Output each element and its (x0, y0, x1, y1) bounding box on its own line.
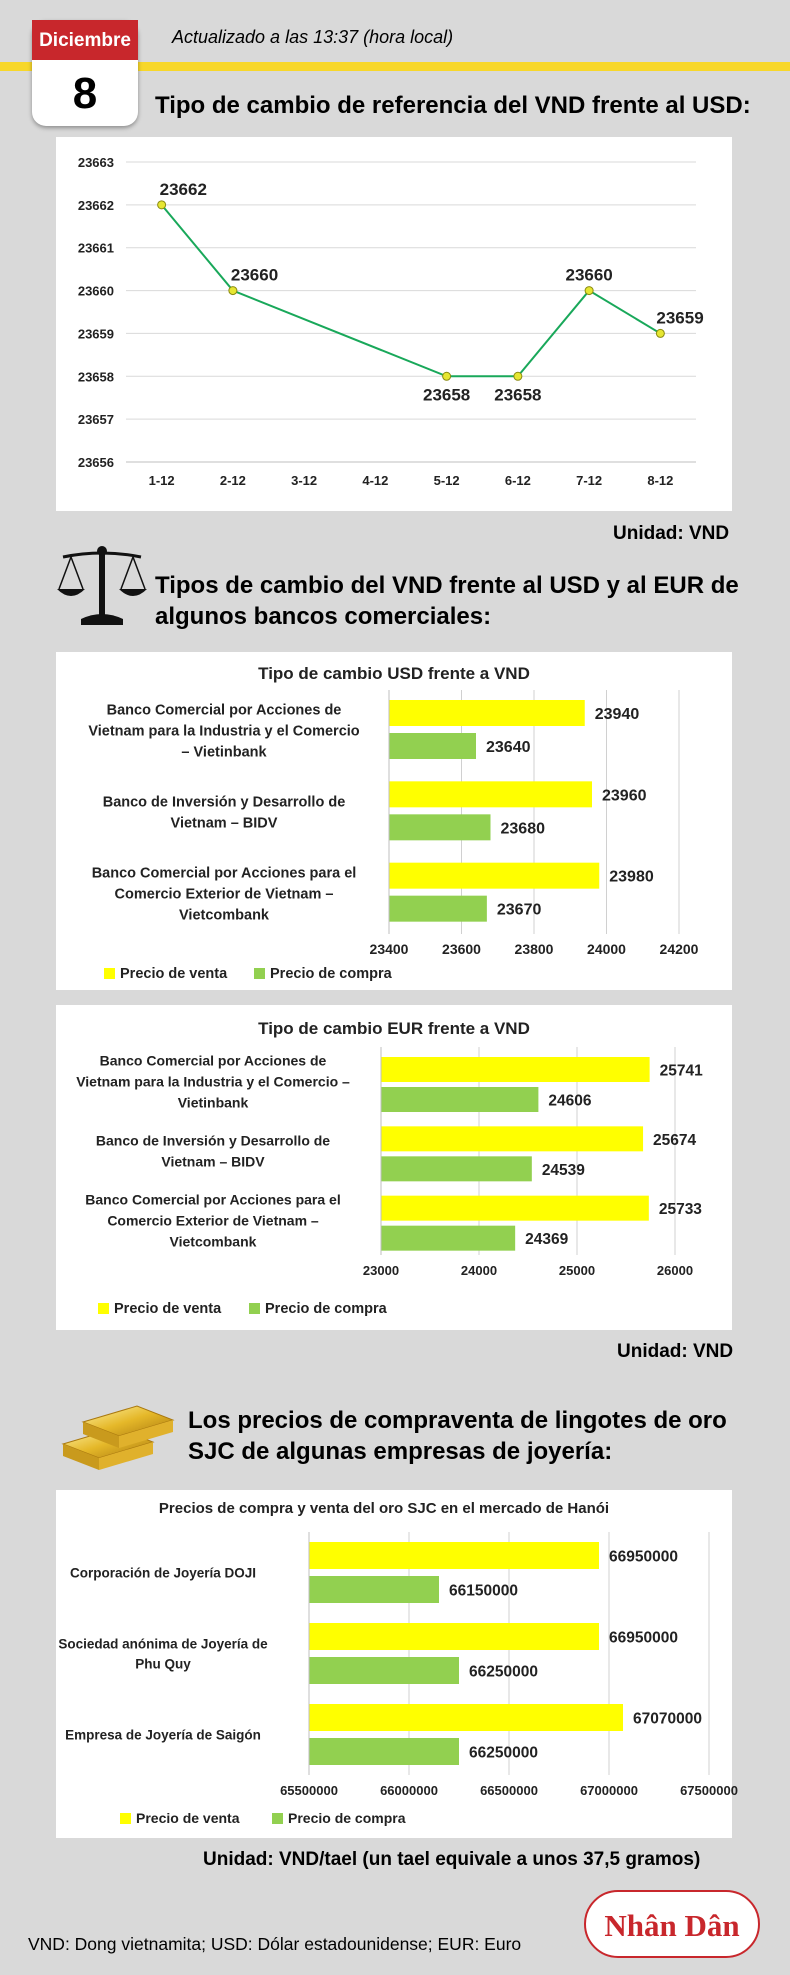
x-tick-label: 66000000 (380, 1783, 438, 1798)
buy-bar (381, 1087, 538, 1112)
x-tick-label: 4-12 (362, 473, 389, 488)
x-tick-label: 26000 (656, 1263, 694, 1278)
category-label: Comercio Exterior de Vietnam – (107, 1212, 319, 1229)
legend-label: Precio de venta (136, 1810, 240, 1826)
category-label: Comercio Exterior de Vietnam – (114, 886, 334, 903)
section2-title (155, 570, 739, 632)
category-label: Vietnam – BIDV (161, 1153, 265, 1170)
bar-value-label: 23680 (500, 820, 545, 838)
y-tick-label: 23663 (77, 155, 114, 170)
category-label: Banco de Inversión y Desarrollo de (102, 794, 346, 811)
x-tick-label: 24000 (587, 941, 626, 957)
category-label: Vietnam para la Industria y el Comercio (88, 723, 360, 740)
bar-value-label: 24539 (541, 1161, 585, 1179)
x-tick-label: 1-12 (148, 473, 175, 488)
sell-bar (381, 1126, 643, 1151)
y-tick-label: 23662 (77, 197, 114, 213)
buy-bar (309, 1657, 459, 1684)
sell-bar (381, 1057, 650, 1082)
data-point (585, 287, 593, 295)
bar-value-label: 23960 (602, 787, 647, 805)
date-badge (32, 20, 138, 126)
category-label: Corporación de Joyería DOJI (69, 1565, 257, 1581)
x-tick-label: 23000 (362, 1263, 400, 1278)
legend-swatch (98, 1303, 109, 1314)
category-label: Phu Quy (135, 1656, 191, 1672)
category-label: Vietcombank (169, 1233, 257, 1250)
legend-label: Precio de venta (120, 966, 228, 982)
bar-value-label: 23940 (594, 706, 640, 723)
data-point (656, 329, 664, 337)
category-label: – Vietinbank (181, 744, 267, 761)
x-tick-label: 23600 (442, 941, 481, 957)
buy-bar (309, 1738, 459, 1765)
sell-bar (309, 1704, 623, 1731)
category-label: Vietinbank (177, 1094, 249, 1111)
x-tick-label: 67500000 (680, 1783, 738, 1798)
bar-value-label: 24369 (525, 1231, 569, 1249)
legend-label: Precio de compra (270, 966, 392, 982)
chart-title: Precios de compra y venta del oro SJC en el mercado de Hanói (158, 1500, 610, 1517)
legend-label: Precio de compra (265, 1301, 387, 1317)
y-tick-label: 23661 (77, 240, 114, 256)
legend-swatch (254, 968, 265, 979)
category-label: Empresa de Joyería de Saigón (65, 1727, 261, 1743)
section3-title-line1: Los precios de compraventa de lingotes de oro (188, 1407, 727, 1434)
eur-rate-panel (56, 1005, 732, 1330)
x-tick-label: 8-12 (647, 473, 674, 488)
x-tick-label: 67000000 (580, 1783, 638, 1798)
scale-icon (55, 545, 149, 629)
category-label: Banco Comercial por Acciones de (106, 702, 342, 719)
data-point (443, 372, 451, 380)
legend-label: Precio de venta (114, 1301, 222, 1317)
buy-bar (381, 1156, 532, 1181)
footer-note: VND: Dong vietnamita; USD: Dólar estadounidense; EUR: Euro (28, 1934, 522, 1954)
data-label: 23660 (230, 265, 279, 285)
legend-swatch (120, 1813, 131, 1824)
x-tick-label: 66500000 (480, 1783, 538, 1798)
sell-bar (381, 1196, 649, 1221)
buy-bar (381, 1226, 515, 1251)
data-point (158, 201, 166, 209)
data-point (514, 372, 522, 380)
y-tick-label: 23659 (77, 326, 114, 342)
section1-title: Tipo de cambio de referencia del VND frente al USD: (155, 92, 751, 119)
eur-rate-bar-chart (56, 1005, 732, 1330)
section3-unit: Unidad: VND/tael (un tael equivale a unos 37,5 gramos) (203, 1849, 701, 1870)
buy-bar (389, 896, 487, 922)
reference-rate-panel (56, 137, 732, 511)
sell-bar (389, 700, 585, 726)
x-tick-label: 25000 (558, 1263, 596, 1278)
x-tick-label: 7-12 (576, 473, 603, 488)
sell-bar (389, 781, 592, 807)
data-point (229, 287, 237, 295)
bar-value-label: 66250000 (469, 1663, 538, 1681)
x-tick-label: 6-12 (504, 473, 531, 488)
bar-value-label: 66950000 (609, 1629, 678, 1647)
buy-bar (309, 1576, 439, 1603)
chart-title: Tipo de cambio USD frente a VND (258, 664, 530, 683)
bar-value-label: 67070000 (633, 1710, 702, 1728)
x-tick-label: 23800 (514, 941, 554, 957)
reference-rate-line-chart (56, 137, 732, 511)
y-tick-label: 23658 (77, 369, 114, 385)
nhan-dan-logo: Nhân Dân (584, 1890, 760, 1958)
sell-bar (389, 863, 599, 889)
bar-value-label: 66250000 (469, 1744, 538, 1762)
category-label: Banco Comercial por Acciones de (99, 1052, 327, 1069)
x-tick-label: 24200 (659, 941, 699, 957)
data-label: 23660 (565, 265, 613, 285)
gold-bars-icon (57, 1392, 179, 1472)
data-label: 23662 (159, 179, 207, 199)
bar-value-label: 25733 (658, 1201, 702, 1219)
x-tick-label: 24000 (460, 1263, 498, 1278)
x-tick-label: 2-12 (219, 473, 246, 488)
section3-title (188, 1405, 727, 1467)
usd-rate-bar-chart (56, 652, 732, 990)
bar-value-label: 66150000 (449, 1582, 518, 1600)
sell-bar (309, 1542, 599, 1569)
section3-title-line2: SJC de algunas empresas de joyería: (188, 1438, 613, 1465)
category-label: Sociedad anónima de Joyería de (58, 1636, 268, 1652)
legend-label: Precio de compra (288, 1810, 406, 1826)
data-label: 23658 (494, 385, 542, 405)
buy-bar (389, 814, 491, 840)
section2-title-line2: algunos bancos comerciales: (155, 603, 492, 630)
bar-value-label: 66950000 (609, 1548, 678, 1566)
x-tick-label: 5-12 (433, 473, 460, 488)
y-tick-label: 23656 (77, 455, 114, 470)
legend-swatch (104, 968, 115, 979)
section2-unit: Unidad: VND (617, 1341, 734, 1362)
bar-value-label: 23670 (496, 901, 542, 919)
bar-value-label: 24606 (548, 1092, 592, 1110)
x-tick-label: 23400 (369, 941, 409, 957)
x-tick-label: 65500000 (280, 1783, 338, 1798)
bar-value-label: 25741 (659, 1062, 703, 1080)
date-month: Diciembre (32, 20, 138, 60)
chart-title: Tipo de cambio EUR frente a VND (258, 1019, 530, 1038)
category-label: Vietnam para la Industria y el Comercio – (76, 1073, 350, 1090)
y-tick-label: 23657 (77, 412, 114, 428)
legend-swatch (272, 1813, 283, 1824)
category-label: Vietnam – BIDV (170, 815, 278, 832)
y-tick-label: 23660 (77, 283, 114, 299)
data-label: 23658 (422, 385, 471, 405)
usd-rate-panel (56, 652, 732, 990)
bar-value-label: 23640 (486, 739, 531, 756)
date-day: 8 (72, 69, 98, 118)
legend-swatch (249, 1303, 260, 1314)
gold-price-panel (56, 1490, 738, 1838)
section1-unit: Unidad: VND (613, 523, 730, 544)
category-label: Banco de Inversión y Desarrollo de (95, 1132, 331, 1149)
section2-title-line1: Tipos de cambio del VND frente al USD y al EUR de (155, 572, 739, 599)
category-label: Banco Comercial por Acciones para el (91, 865, 357, 882)
data-label: 23659 (656, 308, 704, 328)
buy-bar (389, 733, 476, 759)
category-label: Vietcombank (179, 907, 269, 924)
updated-time: Actualizado a las 13:37 (hora local) (172, 27, 454, 47)
gold-price-bar-chart (56, 1490, 738, 1838)
x-tick-label: 3-12 (291, 473, 318, 488)
category-label: Banco Comercial por Acciones para el (85, 1191, 341, 1208)
bar-value-label: 25674 (653, 1131, 697, 1149)
bar-value-label: 23980 (609, 868, 654, 886)
sell-bar (309, 1623, 599, 1650)
